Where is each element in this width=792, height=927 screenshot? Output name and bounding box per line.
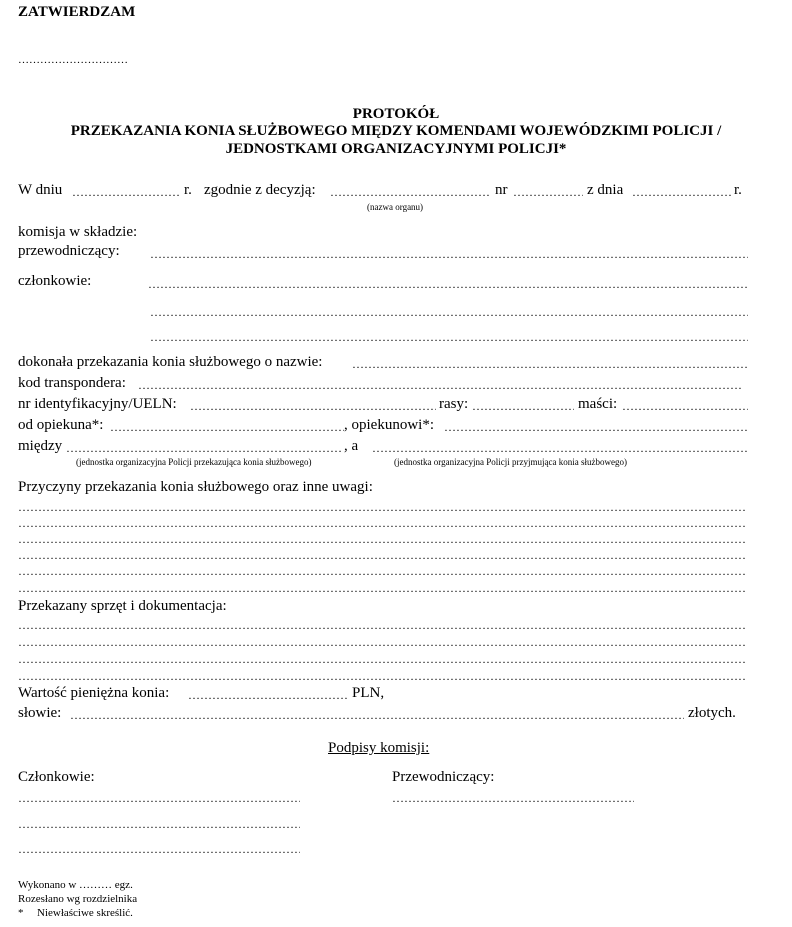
- value-field[interactable]: [188, 689, 348, 701]
- member-signature-line[interactable]: [18, 792, 300, 804]
- label-color: maści:: [578, 396, 618, 412]
- member-signature-line[interactable]: [18, 818, 300, 830]
- label-breed: rasy:: [439, 396, 469, 412]
- reasons-line[interactable]: [18, 582, 746, 594]
- doc-title-line1: PROTOKÓŁ: [352, 106, 440, 122]
- label-transponder: kod transpondera:: [18, 375, 126, 391]
- reasons-line[interactable]: [18, 549, 746, 561]
- transponder-field[interactable]: [138, 379, 742, 391]
- equipment-line[interactable]: [18, 670, 746, 682]
- label-zgodnie: zgodnie z decyzją:: [204, 182, 316, 198]
- label-nr: nr: [495, 182, 508, 198]
- caption-to-unit: (jednostka organizacyjna Policji przyjmująca konia służbowego): [394, 457, 628, 467]
- label-words: słowie:: [18, 705, 62, 721]
- reasons-line[interactable]: [18, 517, 746, 529]
- horse-name-field[interactable]: [352, 358, 748, 370]
- label-to-keeper: , opiekunowi*:: [344, 417, 434, 433]
- chair-field[interactable]: [150, 248, 748, 260]
- member-field[interactable]: [150, 306, 748, 318]
- label-composition: komisja w składzie:: [18, 224, 138, 240]
- member-signature-line[interactable]: [18, 843, 300, 855]
- footnote-text: Niewłaściwe skreślić.: [37, 907, 133, 919]
- value-words-field[interactable]: [70, 709, 684, 721]
- reasons-line[interactable]: [18, 565, 746, 577]
- doc-title-line3: JEDNOSTKAMI ORGANIZACYJNYMI POLICJI*: [225, 141, 567, 157]
- label-sig-chair: Przewodniczący:: [392, 769, 495, 785]
- signatures-heading: Podpisy komisji:: [328, 740, 430, 756]
- label-between: między: [18, 438, 63, 454]
- caption-organ: (nazwa organu): [367, 202, 424, 212]
- label-equipment: Przekazany sprzęt i dokumentacja:: [18, 598, 227, 614]
- member-field[interactable]: [150, 331, 748, 343]
- footer-distribution: Rozesłano wg rozdzielnika: [18, 893, 138, 905]
- label-zlotych: złotych.: [688, 705, 736, 721]
- label-sig-members: Członkowie:: [18, 769, 95, 785]
- color-field[interactable]: [622, 400, 748, 412]
- doc-title-line2: PRZEKAZANIA KONIA SŁUŻBOWEGO MIĘDZY KOMENDAMI WOJEWÓDZKIMI POLICJI /: [70, 123, 722, 139]
- to-unit-field[interactable]: [372, 442, 748, 454]
- chair-signature-line[interactable]: [392, 792, 634, 804]
- label-reasons: Przyczyny przekazania konia służbowego oraz inne uwagi:: [18, 479, 373, 495]
- equipment-line[interactable]: [18, 636, 746, 648]
- footer-copies: Wykonano w ……… egz.: [18, 879, 133, 891]
- label-w-dniu: W dniu: [18, 182, 63, 198]
- label-chair: przewodniczący:: [18, 243, 120, 259]
- label-and: , a: [344, 438, 359, 454]
- date-field[interactable]: [72, 186, 180, 198]
- label-r1: r.: [184, 182, 192, 198]
- label-z-dnia: z dnia: [587, 182, 624, 198]
- ident-field[interactable]: [190, 400, 436, 412]
- label-from-keeper: od opiekuna*:: [18, 417, 104, 433]
- label-currency: PLN,: [352, 685, 385, 701]
- label-value: Wartość pieniężna konia:: [18, 685, 170, 701]
- organ-field[interactable]: [330, 186, 490, 198]
- member-field[interactable]: [148, 278, 748, 290]
- label-r2: r.: [734, 182, 742, 198]
- approve-signature-line[interactable]: …………………………: [18, 54, 128, 66]
- from-unit-field[interactable]: [66, 442, 342, 454]
- decision-date-field[interactable]: [632, 186, 732, 198]
- approve-heading: ZATWIERDZAM: [18, 4, 136, 20]
- label-ident: nr identyfikacyjny/UELN:: [18, 396, 177, 412]
- footnote-mark: *: [18, 907, 24, 919]
- breed-field[interactable]: [472, 400, 574, 412]
- label-members: członkowie:: [18, 273, 92, 289]
- from-keeper-field[interactable]: [110, 421, 344, 433]
- reasons-line[interactable]: [18, 501, 746, 513]
- decision-number-field[interactable]: [513, 186, 583, 198]
- equipment-line[interactable]: [18, 653, 746, 665]
- caption-from-unit: (jednostka organizacyjna Policji przekazująca konia służbowego): [76, 457, 312, 467]
- to-keeper-field[interactable]: [444, 421, 748, 433]
- equipment-line[interactable]: [18, 619, 746, 631]
- reasons-line[interactable]: [18, 533, 746, 545]
- label-horse-name: dokonała przekazania konia służbowego o nazwie:: [18, 354, 323, 370]
